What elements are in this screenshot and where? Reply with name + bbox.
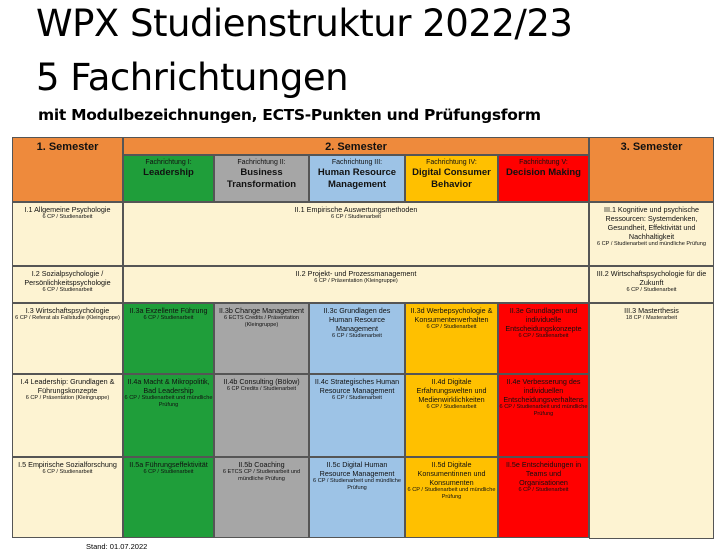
- module-title: III.3 Masterthesis: [624, 306, 679, 315]
- fachrichtung-label: Fachrichtung IV:: [426, 159, 477, 166]
- module-info: 6 CP / Präsentation (Kleingruppe): [25, 395, 110, 401]
- fachrichtung-name: Business Transformation: [226, 167, 297, 190]
- module-title: II.4e Verbesserung des individuellen Entscheidungsverhaltens: [503, 377, 584, 404]
- fachrichtung-label: Fachrichtung I:: [145, 159, 192, 166]
- module-info: 18 CP / Masterarbeit: [625, 315, 678, 321]
- fachrichtung-header-leadership: [123, 155, 214, 202]
- module-title: II.5d Digitale Konsumentinnen und Konsumenten: [417, 460, 486, 487]
- module-info: 6 CP / Studienarbeit: [143, 315, 194, 321]
- module-info: 6 CP / Studienarbeit: [143, 469, 194, 475]
- module-title: II.3a Exzellente Führung: [129, 306, 208, 315]
- module-info: 6 CP / Studienarbeit: [626, 287, 677, 293]
- module-ii5d: [405, 457, 498, 538]
- module-ii4e: [498, 374, 589, 457]
- module-ii5e: [498, 457, 589, 538]
- semester-1-header: 1. Semester: [12, 137, 123, 202]
- semester-2-header: 2. Semester: [123, 137, 589, 155]
- fachrichtung-name: Digital Consumer Behavior: [412, 167, 491, 190]
- study-structure-table: [12, 137, 714, 538]
- module-ii4a: [123, 374, 214, 457]
- semester-3-header: 3. Semester: [589, 137, 714, 202]
- module-title: II.4d Digitale Erfahrungswelten und Medienwirklichkeiten: [416, 377, 487, 404]
- fachrichtung-header-business-transformation: [214, 155, 309, 202]
- stand-date: Stand: 01.07.2022: [86, 542, 148, 551]
- module-title: II.5e Entscheidungen in Teams und Organisationen: [505, 460, 582, 487]
- module-i4: [12, 374, 123, 457]
- module-i2: [12, 266, 123, 303]
- module-title: II.5c Digital Human Resource Management: [319, 460, 395, 478]
- fachrichtung-header-decision-making: [498, 155, 589, 202]
- module-i5: [12, 457, 123, 538]
- module-title: II.4a Macht & Mikropolitik, Bad Leadership: [127, 377, 210, 395]
- module-title: II.3c Grundlagen des Human Resource Management: [323, 306, 391, 333]
- module-ii3e: [498, 303, 589, 374]
- fachrichtung-label: Fachrichtung II:: [237, 159, 286, 166]
- page-title-line2: 5 Fachrichtungen: [36, 56, 349, 99]
- module-title: III.1 Kognitive und psychische Ressourcen: Systemdenken, Gesundheit, Effektivität und Nachhaltigkeit: [603, 205, 700, 241]
- module-title: II.5a Führungseffektivität: [129, 460, 208, 469]
- module-info: 6 CP / Studienarbeit: [518, 487, 569, 493]
- module-info: 6 CP / Studienarbeit: [42, 214, 93, 220]
- module-i3: [12, 303, 123, 374]
- module-title: II.2 Projekt- und Prozessmanagement: [295, 269, 417, 278]
- module-info: 6 ETCS CP / Studienarbeit und mündliche Prüfung: [222, 469, 301, 482]
- module-info: 6 CP Credits / Studienarbeit: [226, 386, 297, 392]
- module-ii5a: [123, 457, 214, 538]
- module-title: I.5 Empirische Sozialforschung: [18, 460, 117, 469]
- module-ii3b: [214, 303, 309, 374]
- module-info: 6 CP / Studienarbeit: [332, 333, 382, 339]
- module-title: II.4b Consulting (Bölow): [223, 377, 300, 386]
- module-iii2: [589, 266, 714, 303]
- module-title: II.5b Coaching: [238, 460, 285, 469]
- module-ii4d: [405, 374, 498, 457]
- module-info: 6 CP / Präsentation (Kleingruppe): [314, 278, 398, 284]
- module-info: 6 CP / Studienarbeit und mündliche Prüfung: [407, 487, 496, 500]
- module-info: 6 CP / Referat als Fallstudie (Kleingruppe): [15, 315, 120, 321]
- module-ii4c: [309, 374, 405, 457]
- module-iii3: [589, 303, 714, 539]
- module-title: III.2 Wirtschaftspsychologie für die Zukunft: [596, 269, 707, 287]
- module-ii3a: [123, 303, 214, 374]
- module-info: 6 CP / Studienarbeit und mündliche Prüfung: [499, 404, 588, 417]
- fachrichtung-header-digital-consumer: [405, 155, 498, 202]
- fachrichtung-header-hrm: [309, 155, 405, 202]
- module-title: I.3 Wirtschaftspsychologie: [25, 306, 110, 315]
- fachrichtung-name: Human Resource Management: [317, 167, 397, 190]
- module-info: 6 CP / Studienarbeit: [332, 395, 382, 401]
- module-title: II.3d Werbepsychologie & Konsumentenverhalten: [410, 306, 493, 324]
- module-info: 6 CP / Studienarbeit: [426, 404, 477, 410]
- module-title: II.4c Strategisches Human Resource Management: [314, 377, 400, 395]
- module-info: 6 CP / Studienarbeit: [426, 324, 477, 330]
- module-title: II.3b Change Management: [218, 306, 305, 315]
- page-title: WPX Studienstruktur 2022/23: [36, 2, 573, 45]
- module-ii5c: [309, 457, 405, 538]
- module-ii1: [123, 202, 589, 266]
- module-title: I.4 Leadership: Grundlagen & Führungskonzepte: [20, 377, 115, 395]
- module-info: 6 ECTS Credits / Präsentation (Kleingruppe): [224, 315, 299, 328]
- module-title: I.2 Sozialpsychologie / Persönlichkeitspsychologie: [24, 269, 111, 287]
- module-title: II.1 Empirische Auswertungsmethoden: [294, 205, 418, 214]
- module-ii3d: [405, 303, 498, 374]
- module-ii2: [123, 266, 589, 303]
- page-subtitle: mit Modulbezeichnungen, ECTS-Punkten und Prüfungsform: [38, 106, 541, 124]
- module-ii5b: [214, 457, 309, 538]
- module-iii1: [589, 202, 714, 266]
- module-ii4b: [214, 374, 309, 457]
- fachrichtung-name: Leadership: [143, 167, 194, 178]
- module-ii3c: [309, 303, 405, 374]
- module-i1: [12, 202, 123, 266]
- module-info: 6 CP / Studienarbeit und mündliche Prüfung: [313, 478, 401, 491]
- fachrichtung-name: Decision Making: [506, 167, 581, 178]
- fachrichtung-label: Fachrichtung III:: [331, 159, 383, 166]
- module-info: 6 CP / Studienarbeit: [518, 333, 569, 339]
- module-info: 6 CP / Studienarbeit und mündliche Prüfung: [124, 395, 213, 408]
- module-info: 6 CP / Studienarbeit: [42, 287, 93, 293]
- module-info: 6 CP / Studienarbeit: [331, 214, 381, 220]
- module-info: 6 CP / Studienarbeit und mündliche Prüfung: [596, 241, 707, 247]
- module-title: I.1 Allgemeine Psychologie: [24, 205, 111, 214]
- fachrichtung-label: Fachrichtung V:: [519, 159, 568, 166]
- module-info: 6 CP / Studienarbeit: [42, 469, 93, 475]
- module-title: II.3e Grundlagen und individuelle Entscheidungskonzepte: [505, 306, 582, 333]
